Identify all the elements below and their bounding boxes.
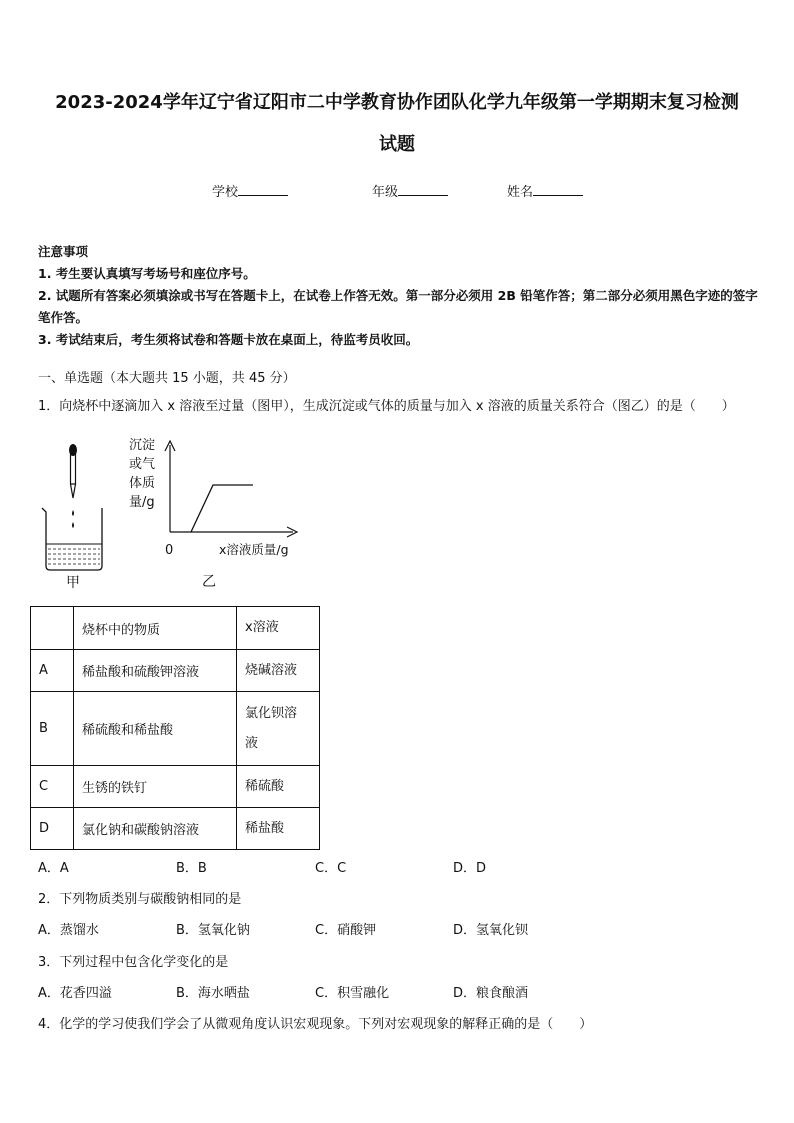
table-header-row [31, 607, 320, 650]
row-substance: 氯化钠和碳酸钠溶液 [74, 808, 237, 850]
school-field[interactable] [212, 181, 288, 200]
x-axis-label: x溶液质量/g [219, 542, 289, 557]
row-x-line: 烧碱溶液 [245, 662, 298, 678]
choice-option[interactable]: B．海水晒盐 [176, 986, 250, 1001]
student-info-row [0, 181, 794, 201]
row-x-solution [237, 766, 320, 808]
choice-option[interactable]: C．硝酸钾 [315, 923, 377, 938]
name-label: 姓名 [507, 185, 534, 200]
figure-jia-label: 甲 [66, 575, 80, 591]
question-4-stem: 4．化学的学习使我们学会了从微观角度认识宏观现象。下列对宏观现象的解释正确的是（ ） [38, 1017, 593, 1032]
row-x-solution [237, 808, 320, 850]
table-header-substance: 烧杯中的物质 [74, 607, 237, 650]
choice-option[interactable]: B．B [176, 861, 207, 876]
choice-option[interactable]: A．蒸馏水 [38, 923, 99, 938]
beaker-icon [42, 508, 102, 570]
school-blank[interactable] [238, 181, 288, 196]
row-x-line: 稀盐酸 [245, 820, 285, 836]
row-substance: 稀盐酸和硫酸钾溶液 [74, 650, 237, 692]
question-1-table [30, 606, 320, 850]
y-axis-label-line: 或气 [129, 457, 156, 472]
origin-label: 0 [165, 543, 174, 558]
name-field[interactable] [507, 181, 583, 200]
notice-item: 3. 考试结束后，考生须将试卷和答题卡放在桌面上，待监考员收回。 [38, 332, 419, 347]
question-2-stem: 2．下列物质类别与碳酸钠相同的是 [38, 892, 242, 907]
choice-option[interactable]: D．D [453, 861, 487, 876]
choice-option[interactable]: A．A [38, 861, 69, 876]
dropper-icon [69, 444, 77, 498]
y-axis-label-line: 沉淀 [129, 438, 156, 453]
exam-title-line2: 试题 [379, 134, 415, 155]
grade-field[interactable] [372, 181, 448, 200]
row-key: C [31, 766, 74, 808]
question-3-stem: 3．下列过程中包含化学变化的是 [38, 955, 229, 970]
y-axis-label-line: 量/g [129, 495, 155, 510]
row-substance: 稀硫酸和稀盐酸 [74, 692, 237, 766]
table-cell [31, 607, 74, 650]
row-key: A [31, 650, 74, 692]
row-x-line: 液 [245, 735, 259, 751]
notice-item: 1. 考生要认真填写考场号和座位序号。 [38, 266, 256, 281]
name-blank[interactable] [533, 181, 583, 196]
choice-option[interactable]: D．粮食酿酒 [453, 986, 529, 1001]
row-substance: 生锈的铁钉 [74, 766, 237, 808]
table-row [31, 650, 320, 692]
choice-option[interactable]: B．氢氧化钠 [176, 923, 250, 938]
y-axis-label-line: 体质 [129, 476, 156, 491]
mass-graph-figure [125, 433, 305, 593]
table-header-x: x溶液 [237, 607, 320, 650]
row-x-line: 稀硫酸 [245, 778, 285, 794]
row-x-solution [237, 650, 320, 692]
row-key: B [31, 692, 74, 766]
beaker-dropper-figure [36, 438, 108, 592]
notice-heading: 注意事项 [38, 244, 89, 259]
exam-title-line1: 2023-2024学年辽宁省辽阳市二中学教育协作团队化学九年级第一学期期末复习检测 [55, 92, 739, 113]
row-key: D [31, 808, 74, 850]
table-row [31, 692, 320, 766]
grade-label: 年级 [372, 185, 399, 200]
choice-option[interactable]: A．花香四溢 [38, 986, 112, 1001]
figure-yi-label: 乙 [202, 574, 216, 590]
droplet-icon [72, 510, 74, 528]
table-row [31, 808, 320, 850]
row-x-line: 氯化钡溶 [245, 705, 298, 721]
row-x-solution [237, 692, 320, 766]
section-heading: 一、单选题（本大题共 15 小题，共 45 分） [38, 371, 296, 386]
choice-option[interactable]: D．氢氧化钡 [453, 923, 529, 938]
grade-blank[interactable] [398, 181, 448, 196]
notice-block [38, 241, 762, 351]
school-label: 学校 [212, 185, 239, 200]
choice-option[interactable]: C．C [315, 861, 347, 876]
notice-item: 2. 试题所有答案必须填涂或书写在答题卡上，在试卷上作答无效。第一部分必须用 2B 铅笔作答；第二部分必须用黑色字迹的签字笔作答。 [38, 288, 758, 325]
question-1-stem: 1．向烧杯中逐滴加入 x 溶液至过量（图甲），生成沉淀或气体的质量与加入 x 溶液的质量关系符合（图乙）的是（ ） [38, 399, 735, 414]
table-row [31, 766, 320, 808]
mass-curve [191, 485, 253, 532]
choice-option[interactable]: C．积雪融化 [315, 986, 390, 1001]
